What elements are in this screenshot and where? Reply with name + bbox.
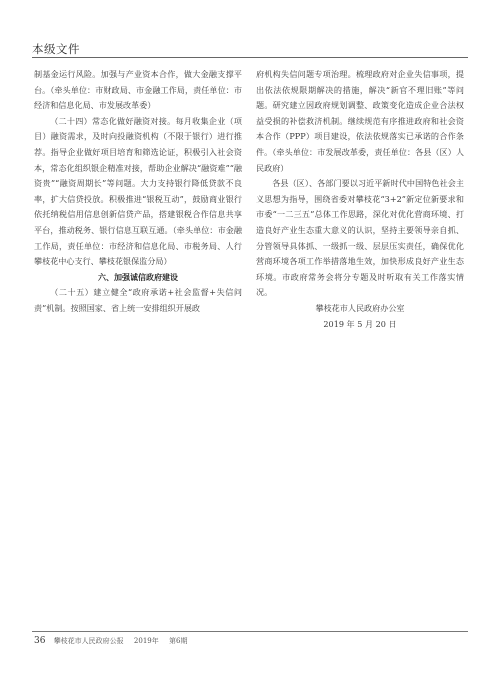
footer-divider bbox=[32, 631, 468, 632]
section-header: 本级文件 bbox=[32, 42, 80, 56]
paragraph: （二十五）建立健全“政府承诺+社会监督+失信问责”机制。按照国家、省上统一安排组织开展政 bbox=[34, 287, 242, 313]
section-heading: 六、加强诚信政府建设 bbox=[98, 272, 178, 282]
signature-date: 2019 年 5 月 20 日 bbox=[323, 318, 397, 329]
journal-name: 攀枝花市人民政府公报 bbox=[53, 637, 124, 645]
header-divider bbox=[32, 57, 468, 58]
paragraph: 各县（区）、各部门要以习近平新时代中国特色社会主义思想为指导，围绕省委对攀枝花“3+2”新定位新要求和市委“一二三五”总体工作思路，深化对优化营商环境、打造良好产业生态重大意义的认识，坚持主要领导亲自抓、分管领导具体抓、一级抓一级、层层压实责任，确保优化营商环境各项工作举措落地生效，加快形成良好产业生态环境。市政府常务会将分专题及时听取有关工作落实情况。 bbox=[256, 178, 464, 298]
journal-year: 2019年 bbox=[133, 637, 159, 645]
paragraph: 府机构失信问题专项治理。梳理政府对企业失信事项，提出依法依规限期解决的措施，解决“新官不理旧账”等问题。研究建立因政府规划调整、政策变化造成企业合法权益受损的补偿救济机制。继续规范有序推进政府和社会资本合作（PPP）项目建设，依法依规落实已承诺的合作条件。（牵头单位：市发展改革委，责任单位：各县（区）人民政府） bbox=[256, 69, 464, 173]
paragraph: （二十四）常态化做好融资对接。每月收集企业（项目）融资需求，及时向投融资机构（不限于银行）进行推荐。指导企业做好项目培育和筛选论证，积极引入社会资本，常态化组织银企精准对接，帮助企业解决“融资难”“融资贵”“融资周期长”等问题。大力支持银行降低贷款不良率，扩大信贷投放。积极推进“银税互动”，鼓励商业银行依托纳税信用信息创新信贷产品，搭建银税合作信息共享平台，推动税务、银行信息互联互通。（牵头单位：市金融工作局，责任单位：市经济和信息化局、市税务局、人行攀枝花中心支行、攀枝花银保监分局） bbox=[34, 115, 242, 267]
paragraph: 制基金运行风险。加强与产业资本合作，做大金融支撑平台。（牵头单位：市财政局、市金融工作局，责任单位：市经济和信息化局、市发展改革委） bbox=[34, 69, 242, 111]
journal-issue: 第6期 bbox=[168, 637, 188, 645]
right-column bbox=[256, 67, 464, 332]
left-column bbox=[34, 67, 242, 317]
page-footer bbox=[34, 636, 187, 646]
signature-office: 攀枝花市人民政府办公室 bbox=[315, 302, 405, 313]
page-number: 36 bbox=[34, 636, 46, 646]
